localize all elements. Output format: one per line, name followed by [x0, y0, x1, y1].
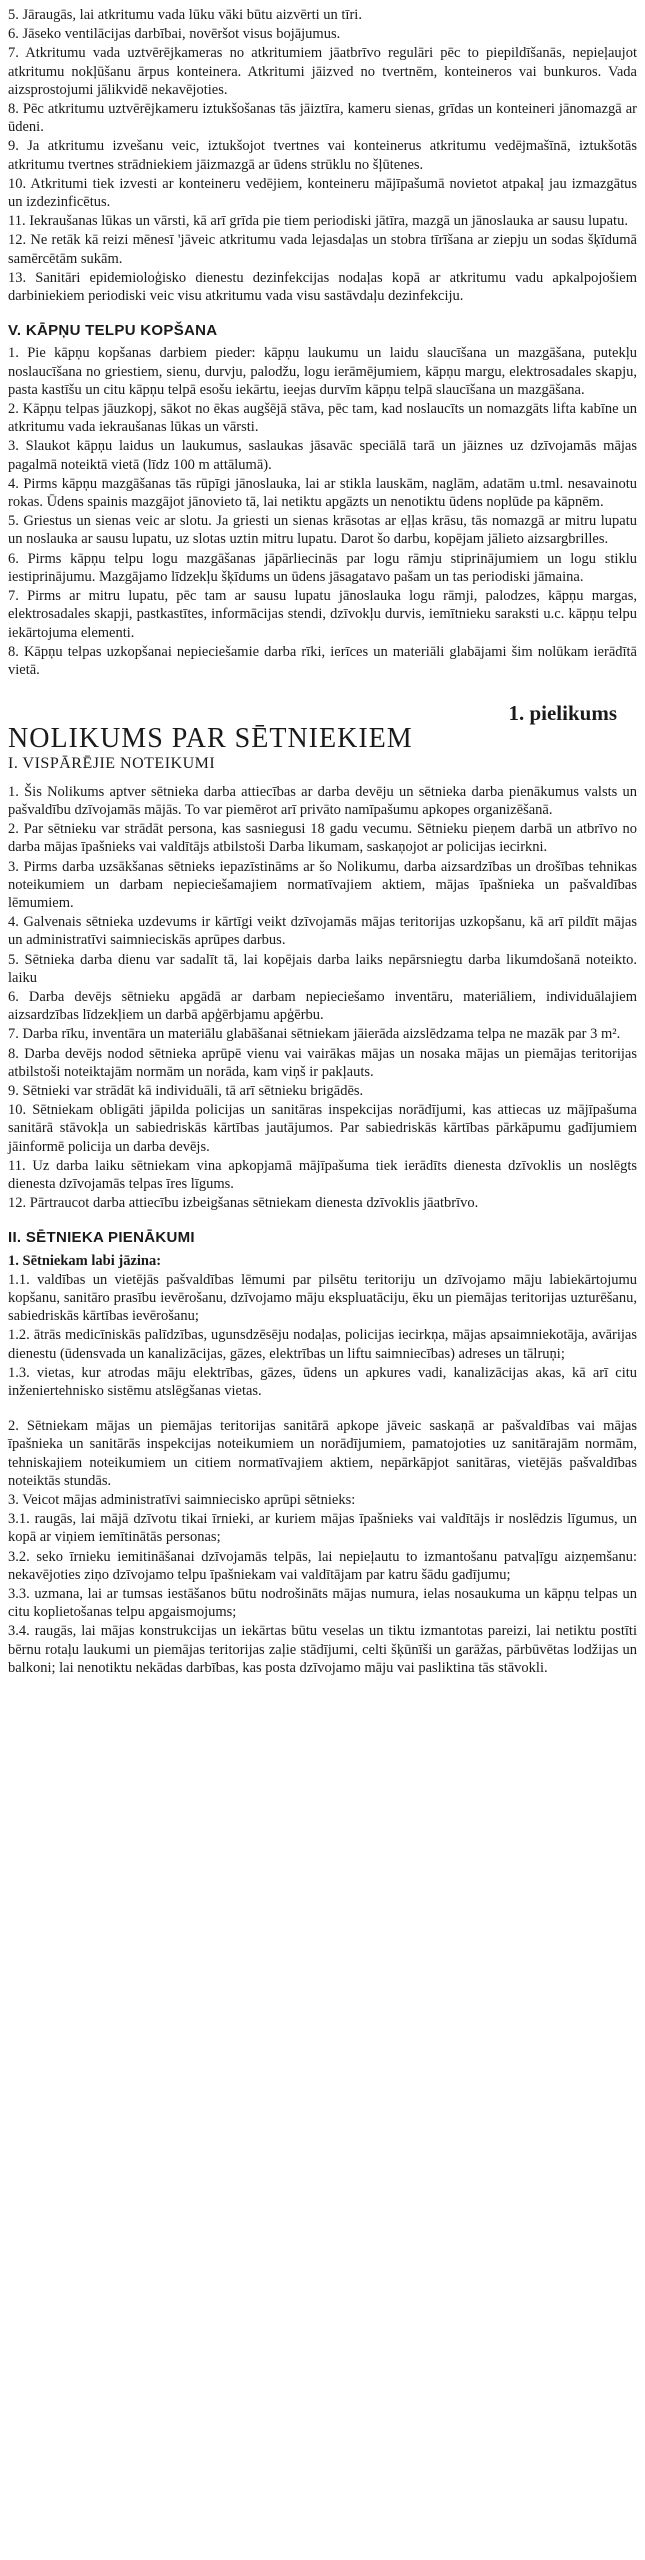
document-title: NOLIKUMS PAR SĒTNIEKIEM — [8, 723, 413, 755]
paragraph: 2. Kāpņu telpas jāuzkopj, sākot no ēkas augšējā stāva, pēc tam, kad noslaucīts un nomazgāts lifta kabīne un atkritumu vada iekraušanas lūkas un vārsti. — [8, 401, 637, 436]
paragraph: 3.4. raugās, lai mājas konstrukcijas un iekārtas būtu veselas un tiktu izmantotas pareizi, lai netiktu postīti bērnu rotaļu laukumi un piemājas teritorijas zaļie stādījumi, celti šķūnīši un garāžas, pārbūvētas lodžijas un balkoni; lai nenotiktu nekādas darbības, kas posta dzīvojamo māju vai pasliktina tās stāvokli. — [8, 1623, 637, 1676]
stairs-cleaning-rules — [8, 344, 637, 679]
paragraph: 3. Veicot mājas administratīvi saimniecisko aprūpi sētnieks: — [8, 1492, 356, 1509]
section-heading-stairs: V. KĀPŅU TELPU KOPŠANA — [8, 322, 218, 340]
paragraph: 10. Atkritumi tiek izvesti ar konteineru vedējiem, konteineru mājīpašumā novietot atpakaļ jau izmazgātus un izdezinficētus. — [8, 175, 637, 211]
paragraph: 7. Darba rīku, inventāra un materiālu glabāšanai sētniekam jāierāda aizslēdzama telpa ne mazāk par 3 m². — [8, 1026, 621, 1043]
paragraph: 1.1. valdības un vietējās pašvaldības lēmumi par pilsētu teritoriju un dzīvojamo māju labiekārtojumu kopšanu, sanitāro prasību ievērošanu, dzīvojamo māju ekspluatāciju, ēku un piemājas teritorijas uzturēšanu, sabiedriskās kārtības ievērošanu; — [8, 1271, 637, 1325]
paragraph: 8. Kāpņu telpas uzkopšanai nepieciešamie darba rīki, ierīces un materiāli glabājami šim nolūkam ierādītā vietā. — [8, 643, 637, 678]
paragraph: 12. Ne retāk kā reizi mēnesī 'jāveic atkritumu vada lejasdaļas un stobra tīrīšana ar ziepju un sodas šķīdumā samērcētām sukām. — [8, 232, 637, 267]
paragraph: 10. Sētniekam obligāti jāpilda policijas un sanitāras inspekcijas norādījumi, kas attiecas uz mājīpašuma sanitārā stāvokļa un sabiedriskās kārtības jautājumos. Par sabiedriskās kārtības pārkāpumu gadījumiem jāinformē policija un darba devējs. — [8, 1102, 637, 1155]
paragraph: 7. Atkritumu vada uztvērējkameras no atkritumiem jāatbrīvo regulāri pēc to piepildīšanās, nepieļaujot atkritumu nokļūšanu ārpus konteinera. Atkritumi jāizved no tvertnēm, konteineros vai bunkuros. Vada aizsprostojumi jālikvidē nekavējoties. — [8, 45, 637, 98]
paragraph: 8. Pēc atkritumu uztvērējkameru iztukšošanas tās jāiztīra, kameru sienas, grīdas un konteineri jānomazgā ar ūdeni. — [8, 101, 637, 136]
duties-intro: 1. Sētniekam labi jāzina: — [8, 1252, 162, 1269]
paragraph: 12. Pārtraucot darba attiecību izbeigšanas sētniekam dienesta dzīvoklis jāatbrīvo. — [8, 1195, 479, 1212]
paragraph: 11. Uz darba laiku sētniekam vina apkopjamā mājīpašuma tiek ierādīts dienesta dzīvoklis un noslēgts dienesta dzīvojamās telpas īres līgums. — [8, 1157, 637, 1192]
general-provisions-heading: I. VISPĀRĒJIE NOTEIKUMI — [8, 754, 216, 772]
paragraph: 5. Griestus un sienas veic ar slotu. Ja griesti un sienas krāsotas ar eļļas krāsu, tās nomazgā ar mitru lupatu un noslauka ar sausu lupatu, uz slotas uztin mitru lupatu. Darot šo darbu, kopējam jālieto aizsargbrilles. — [8, 513, 637, 548]
paragraph: 4. Galvenais sētnieka uzdevums ir kārtīgi veikt dzīvojamās mājas teritorijas uzkopšanu, kā arī pildīt mājas un administratīvi saimnieciskās aprūpes darbus. — [8, 914, 637, 949]
paragraph: 6. Pirms kāpņu telpu logu mazgāšanas jāpārliecinās par logu rāmju stiprinājumiem un logu stiklu iestiprinājumu. Mazgājamo līdzekļu šķīdums un ūdens jāsagatavo pašam un tas periodiski jāmaina. — [8, 550, 637, 585]
paragraph: 13. Sanitāri epidemioloģisko dienestu dezinfekcijas nodaļas kopā ar atkritumu vadu apkalpojošiem darbiniekiem periodiski veic visu atkritumu vada visu sastāvdaļu dezinfekciju. — [8, 269, 637, 305]
paragraph: 1.2. ātrās medicīniskās palīdzības, ugunsdzēsēju nodaļas, policijas iecirkņa, mājas apsaimniekotāja, avārijas dienestu (ūdensvada un kanalizācijas, gāzes, elektrības un liftu saimniecības) adreses un tālruņi; — [8, 1327, 637, 1362]
paragraph: 4. Pirms kāpņu mazgāšanas tās rūpīgi jānoslauka, lai ar stikla lauskām, naglām, adatām u.tml. nesavainotu rokas. Ūdens spainis mazgājot jānovieto tā, lai netiktu apgāzts un nenotiktu ūdens noplūde pa kāpnēm. — [8, 475, 637, 511]
paragraph: 8. Darba devējs nodod sētnieka aprūpē vienu vai vairākas mājas un nosaka mājas un piemājas teritorijas atbilstoši noteiktajām normām un norāda, kam viņš ir pakļauts. — [8, 1045, 637, 1080]
paragraph: 2. Par sētnieku var strādāt persona, kas sasniegusi 18 gadu vecumu. Sētnieku pieņem darbā un atbrīvo no darba mājas īpašnieks vai valdītājs atbilstoši Darba likumam, saskaņojot ar policijas iecirkni. — [8, 821, 637, 856]
paragraph: 3.2. seko īrnieku iemitināšanai dzīvojamās telpās, lai nepieļautu to izmantošanu patvaļīgu aizņemšanu: nekavējoties ziņo dzīvojamo telpu īpašniekam vai valdītājam par katru šādu gadījumu; — [8, 1548, 637, 1583]
paragraph: 2. Sētniekam mājas un piemājas teritorijas sanitārā apkope jāveic saskaņā ar pašvaldības vai mājas īpašnieka un sanitārās inspekcijas noteikumiem un norādījumiem, pamatojoties uz sanitārajām normām, tehniskajiem noteikumiem un citiem normatīvajiem aktiem, nepārkāpjot sanitāras, vietējās pašvaldības noteiktās stundās. — [8, 1418, 637, 1489]
duties-list — [8, 1271, 637, 1400]
paragraph: 1. Šis Nolikums aptver sētnieka darba attiecības ar darba devēju un sētnieka darba pienākumus valsts un pašvaldību dzīvojamās mājās. To var piemērot arī privāto namīpašumu apkopes organizēšanā. — [8, 783, 637, 818]
general-provisions — [8, 783, 637, 1213]
paragraph: 6. Darba devējs sētnieku apgādā ar darbam nepieciešamo inventāru, materiāliem, individuālajiem aizsardzības līdzekļiem un darbā apģērbjamu apģērbu. — [8, 988, 637, 1024]
paragraph: 3.3. uzmana, lai ar tumsas iestāšanos būtu nodrošināts mājas numura, ielas nosaukuma un kāpņu telpas un citu koplietošanas telpu apgaismojums; — [8, 1586, 637, 1621]
paragraph: 1.3. vietas, kur atrodas māju elektrības, gāzes, ūdens un apkures vadi, kanalizācijas akas, kā arī citu inženiertehnisko sistēmu atslēgšanas vietas. — [8, 1364, 637, 1400]
paragraph: 11. Iekraušanas lūkas un vārsti, kā arī grīda pie tiem periodiski jātīra, mazgā un jānoslauka ar sausu lupatu. — [8, 213, 628, 230]
duties-heading: II. SĒTNIEKA PIENĀKUMI — [8, 1229, 195, 1247]
paragraph: 5. Jāraugās, lai atkritumu vada lūku vāki būtu aizvērti un tīri. — [8, 7, 362, 23]
supervision-list — [8, 1417, 637, 1677]
paragraph: 3. Pirms darba uzsākšanas sētnieks iepazīstināms ar šo Nolikumu, darba aizsardzības un drošības tehnikas noteikumiem un darbam nepieciešamajiem normatīvajiem aktiem, mājas īpašnieka un pašvaldības lēmumiem. — [8, 858, 637, 911]
waste-chute-rules — [8, 6, 637, 305]
paragraph: 3.1. raugās, lai mājā dzīvotu tikai īrnieki, ar kuriem mājas īpašnieks vai valdītājs ir noslēdzis līgumus, un kopā ar viņiem iemītinātās personas; — [8, 1511, 637, 1546]
paragraph: 5. Sētnieka darba dienu var sadalīt tā, lai kopējais darba laiks nepārsniegtu darba likumdošanā noteikto. laiku — [8, 951, 637, 986]
paragraph: 9. Sētnieki var strādāt kā individuāli, tā arī sētnieku brigādēs. — [8, 1082, 364, 1099]
paragraph: 1. Pie kāpņu kopšanas darbiem pieder: kāpņu laukumu un laidu slaucīšana un mazgāšana, putekļu noslaucīšana no griestiem, sienu, durvju, palodžu, logu ierāmējumiem, kāpņu margu, elektrosadales skapju, pasta kastīšu un citu kāpņu telpā esošu iekārtu, ieejas durvīm kāpņu telpā slaucīšana un mazgāšana. — [8, 345, 637, 398]
paragraph: 7. Pirms ar mitru lupatu, pēc tam ar sausu lupatu jānoslauka logu rāmji, palodzes, kāpņu margas, elektrosadales skapji, pastkastītes, informācijas stendi, dzīvokļu durvis, iemītnieku saraksti u.c. kāpņu telpu iekārtojuma elementi. — [8, 588, 637, 641]
appendix-label: 1. pielikums — [508, 701, 617, 726]
paragraph: 6. Jāseko ventilācijas darbībai, novēršot visus bojājumus. — [8, 26, 341, 43]
paragraph: 3. Slaukot kāpņu laidus un laukumus, saslaukas jāsavāc speciālā tarā un jāiznes uz dzīvojamās mājas pagalmā noteiktā vietā (līdz 100 m attālumā). — [8, 438, 637, 473]
paragraph: 9. Ja atkritumu izvešanu veic, iztukšojot tvertnes vai konteinerus atkritumu vedējmašīnā, iztukšotās atkritumu tvertnes strādniekiem jāizmazgā ar ūdens strūklu no šļūtenes. — [8, 138, 637, 173]
